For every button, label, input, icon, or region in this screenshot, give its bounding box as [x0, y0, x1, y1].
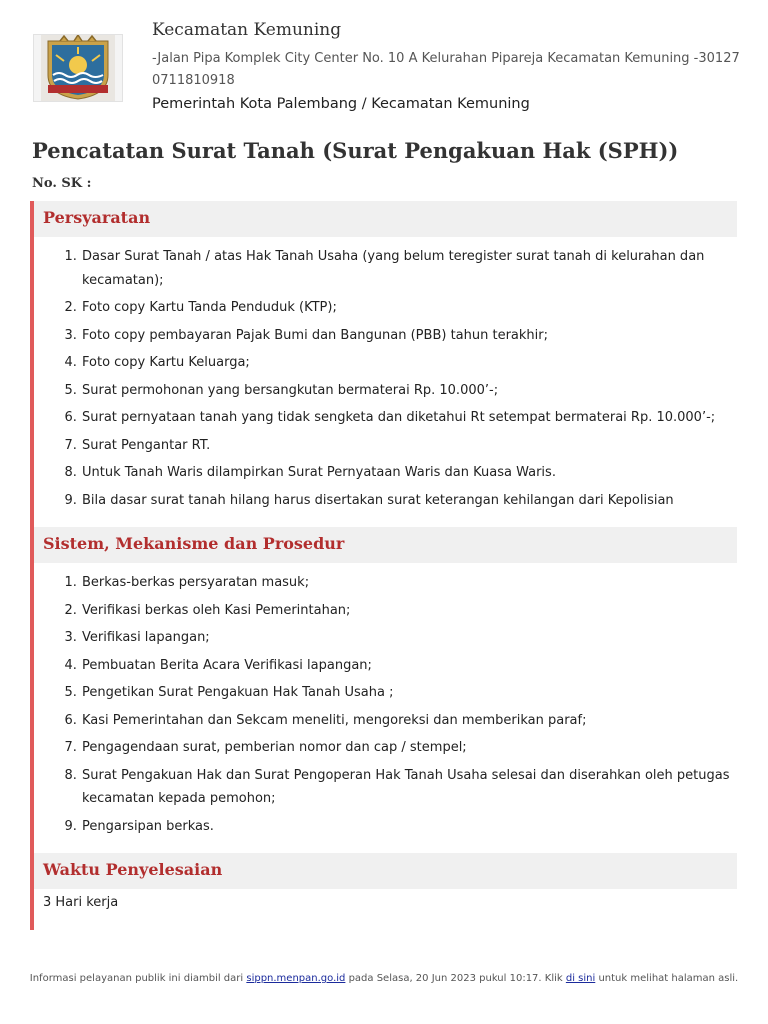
no-sk-label: No. SK : — [32, 176, 92, 191]
list-item: 2. Foto copy Kartu Tanda Penduduk (KTP); — [81, 296, 737, 320]
completion-time: 3 Hari kerja — [43, 895, 119, 910]
list-item: 1. Dasar Surat Tanah / atas Hak Tanah Usaha (yang belum teregister surat tanah di kelurahan dan kecamatan); — [81, 245, 737, 292]
section-header-waktu: Waktu Penyelesaian — [34, 853, 737, 889]
list-item: 7. Pengagendaan surat, pemberian nomor dan cap / stempel; — [81, 736, 737, 760]
list-item: 3. Foto copy pembayaran Pajak Bumi dan Bangunan (PBB) tahun terakhir; — [81, 324, 737, 348]
footer-note — [0, 973, 768, 984]
service-content — [30, 201, 737, 930]
list-item: 5. Pengetikan Surat Pengakuan Hak Tanah Usaha ; — [81, 681, 737, 705]
footer-suffix: untuk melihat halaman asli. — [595, 973, 739, 984]
list-item: 4. Foto copy Kartu Keluarga; — [81, 351, 737, 375]
requirements-list — [34, 245, 737, 516]
list-item: 8. Untuk Tanah Waris dilampirkan Surat Pernyataan Waris dan Kuasa Waris. — [81, 461, 737, 485]
footer-prefix: Informasi pelayanan publik ini diambil dari — [29, 973, 247, 984]
list-item: 9. Bila dasar surat tanah hilang harus disertakan surat keterangan kehilangan dari Kepolisian — [81, 489, 737, 513]
page-title: Pencatatan Surat Tanah (Surat Pengakuan Hak (SPH)) — [32, 138, 679, 163]
section-header-prosedur: Sistem, Mekanisme dan Prosedur — [34, 527, 737, 563]
address-block — [152, 48, 740, 92]
footer-middle: pada Selasa, 20 Jun 2023 pukul 10:17. Klik — [345, 973, 566, 984]
list-item: 5. Surat permohonan yang bersangkutan bermaterai Rp. 10.000’-; — [81, 379, 737, 403]
list-item: 7. Surat Pengantar RT. — [81, 434, 737, 458]
source-link[interactable]: sippn.menpan.go.id — [246, 973, 346, 984]
list-item: 6. Surat pernyataan tanah yang tidak sengketa dan diketahui Rt setempat bermaterai Rp. 10.000’-; — [81, 406, 737, 430]
phone-number: 0711810918 — [152, 73, 235, 88]
procedure-list — [34, 571, 737, 842]
organization-name: Kecamatan Kemuning — [152, 20, 342, 40]
list-item: 6. Kasi Pemerintahan dan Sekcam meneliti, mengoreksi dan memberikan paraf; — [81, 709, 737, 733]
breadcrumb: Pemerintah Kota Palembang / Kecamatan Kemuning — [152, 96, 530, 112]
list-item: 2. Verifikasi berkas oleh Kasi Pemerintahan; — [81, 599, 737, 623]
address-text: -Jalan Pipa Komplek City Center No. 10 A Kelurahan Pipareja Kecamatan Kemuning -30127 — [152, 51, 740, 66]
section-header-persyaratan: Persyaratan — [34, 201, 737, 237]
original-page-link[interactable]: di sini — [565, 973, 596, 984]
page-header — [0, 0, 768, 130]
list-item: 3. Verifikasi lapangan; — [81, 626, 737, 650]
list-item: 4. Pembuatan Berita Acara Verifikasi lapangan; — [81, 654, 737, 678]
list-item: 9. Pengarsipan berkas. — [81, 815, 737, 839]
list-item: 1. Berkas-berkas persyaratan masuk; — [81, 571, 737, 595]
list-item: 8. Surat Pengakuan Hak dan Surat Pengoperan Hak Tanah Usaha selesai dan diserahkan oleh petugas kecamatan kepada pemohon; — [81, 764, 737, 811]
emblem-logo — [33, 34, 123, 102]
